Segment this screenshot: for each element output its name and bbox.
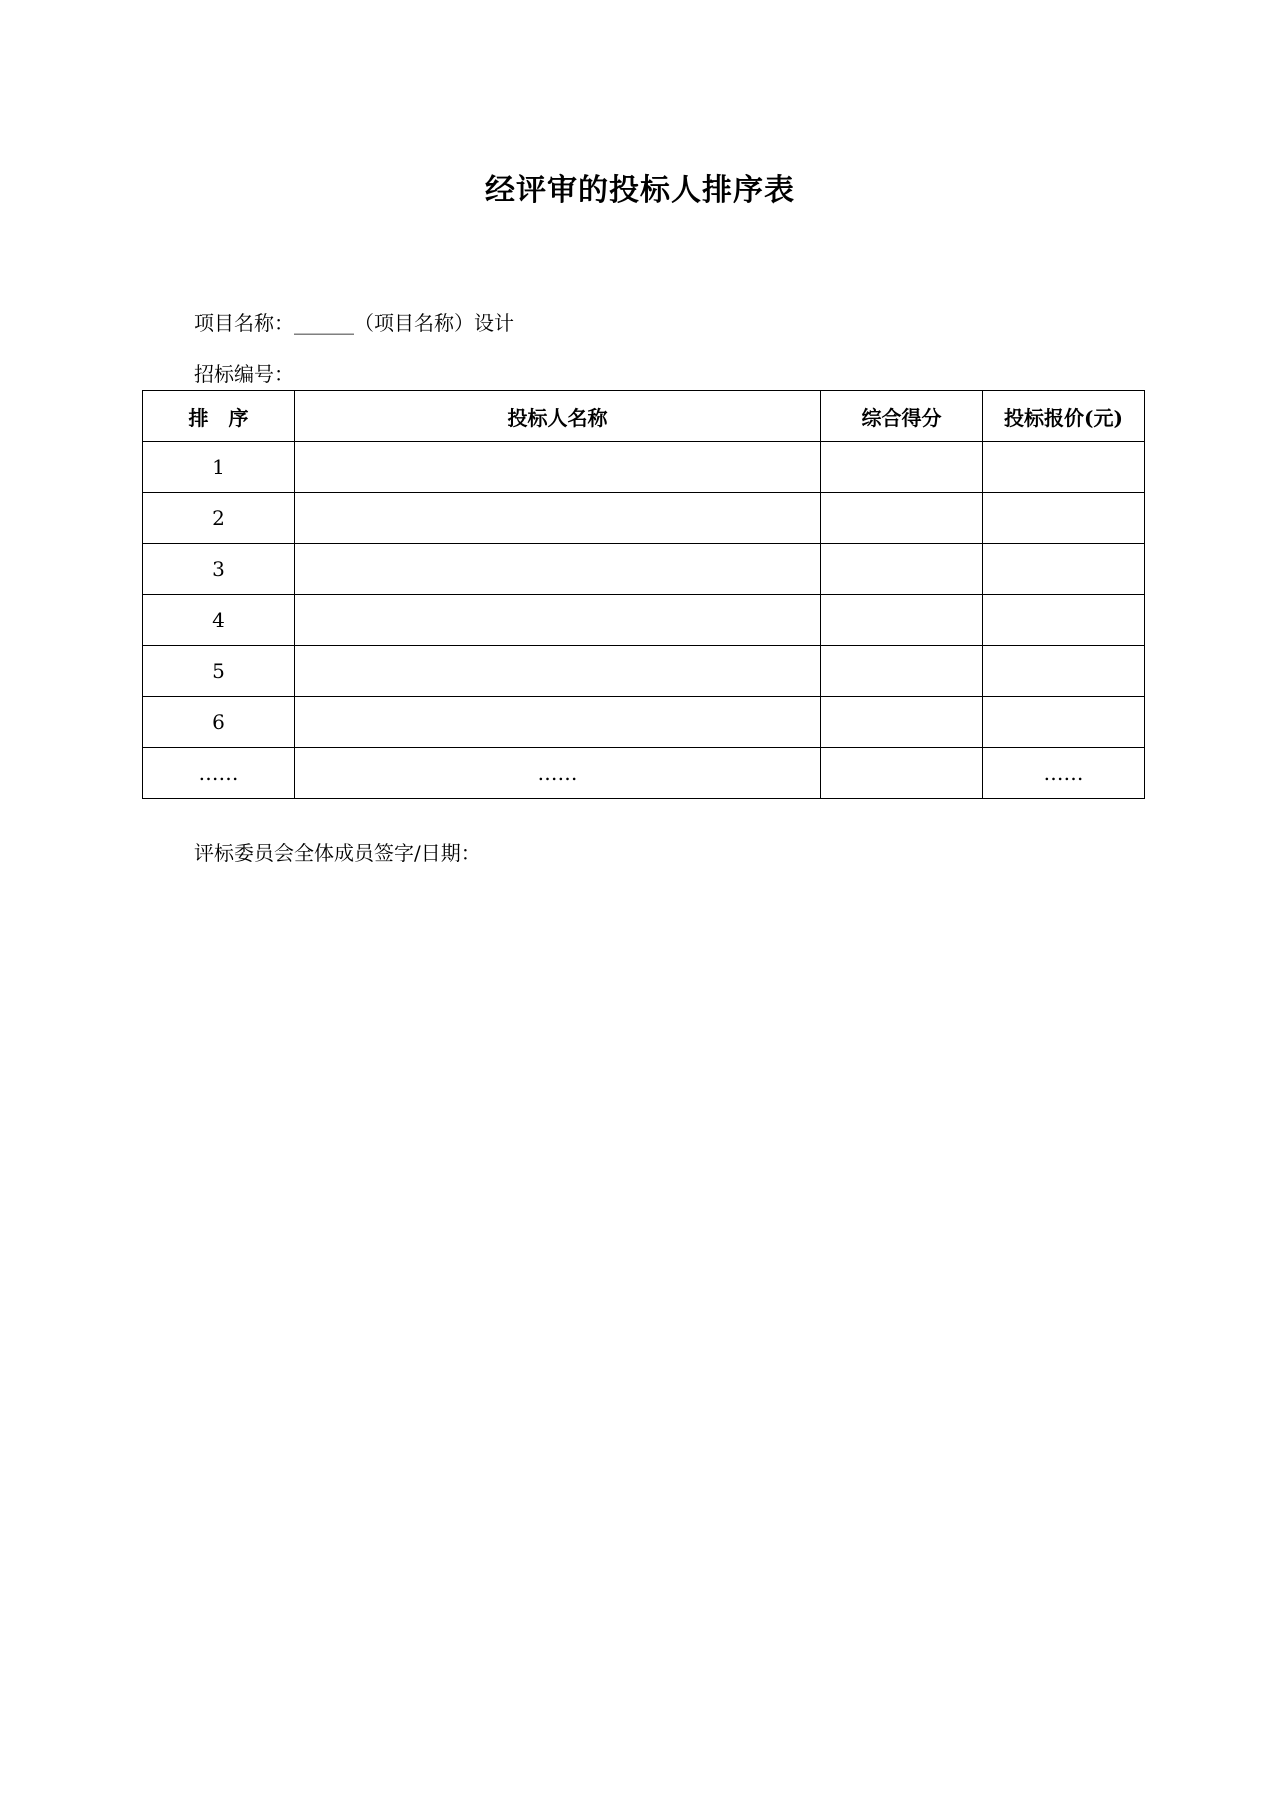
cell-bid-price: [983, 595, 1145, 646]
cell-total-score: [821, 544, 983, 595]
table-row: [143, 748, 1145, 799]
cell-bidder-name: [295, 442, 821, 493]
cell-bid-price: ……: [983, 748, 1145, 799]
header-bidder-name: 投标人名称: [295, 391, 821, 442]
table-row: [143, 646, 1145, 697]
table-row: [143, 493, 1145, 544]
document-title: 经评审的投标人排序表: [485, 173, 795, 208]
cell-bidder-name: [295, 544, 821, 595]
cell-bid-price: [983, 646, 1145, 697]
cell-bidder-name: ……: [295, 748, 821, 799]
cell-rank: 2: [143, 493, 295, 544]
header-rank: 排 序: [143, 391, 295, 442]
cell-total-score: [821, 646, 983, 697]
project-name-line: 项目名称：______（项目名称）设计: [194, 311, 514, 335]
table-header-row: [143, 391, 1145, 442]
tender-code-line: 招标编号：: [194, 362, 294, 386]
cell-bid-price: [983, 493, 1145, 544]
cell-total-score: [821, 493, 983, 544]
table-row: [143, 595, 1145, 646]
header-bid-price: 投标报价(元): [983, 391, 1145, 442]
cell-rank: 6: [143, 697, 295, 748]
cell-rank: 3: [143, 544, 295, 595]
cell-total-score: [821, 442, 983, 493]
cell-bidder-name: [295, 646, 821, 697]
table-row: [143, 697, 1145, 748]
table-row: [143, 442, 1145, 493]
cell-rank: 4: [143, 595, 295, 646]
cell-total-score: [821, 595, 983, 646]
cell-rank: 5: [143, 646, 295, 697]
cell-total-score: [821, 697, 983, 748]
cell-bid-price: [983, 544, 1145, 595]
cell-bid-price: [983, 442, 1145, 493]
table-row: [143, 544, 1145, 595]
cell-rank: 1: [143, 442, 295, 493]
cell-bidder-name: [295, 697, 821, 748]
cell-bidder-name: [295, 493, 821, 544]
header-total-score: 综合得分: [821, 391, 983, 442]
cell-rank: ……: [143, 748, 295, 799]
cell-bidder-name: [295, 595, 821, 646]
cell-bid-price: [983, 697, 1145, 748]
committee-signature-line: 评标委员会全体成员签字/日期：: [194, 841, 481, 865]
bidder-ranking-table: [142, 390, 1145, 799]
cell-total-score: [821, 748, 983, 799]
